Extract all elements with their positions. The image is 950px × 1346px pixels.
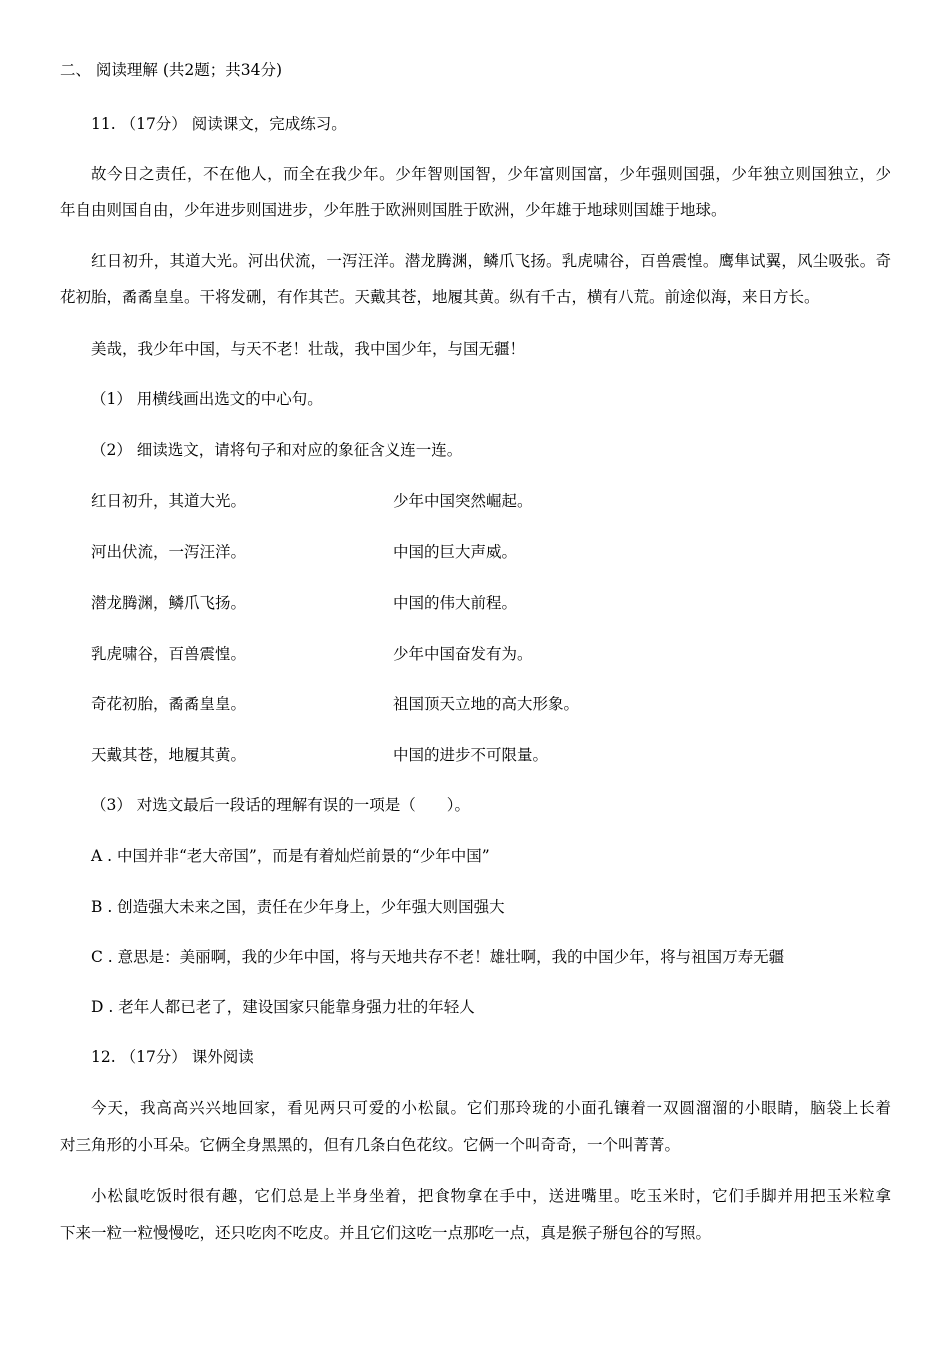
option-a: A . 中国并非“老大帝国”，而是有着灿烂前景的“少年中国” bbox=[91, 847, 490, 865]
option-b: B . 创造强大未来之国，责任在少年身上，少年强大则国强大 bbox=[91, 898, 505, 916]
match-right-item: 中国的伟大前程。 bbox=[393, 594, 518, 612]
q11-passage-line: 花初胎，矞矞皇皇。干将发硎，有作其芒。天戴其苍，地履其黄。纵有千古，横有八荒。前途似海，来日方长。 bbox=[60, 288, 820, 306]
q11-passage-line: 红日初升，其道大光。河出伏流，一泻汪洋。潜龙腾渊，鳞爪飞扬。乳虎啸谷，百兽震惶。鹰隼试翼，风尘吸张。奇 bbox=[91, 252, 891, 270]
option-c: C . 意思是：美丽啊，我的少年中国，将与天地共存不老！雄壮啊，我的中国少年，将与祖国万寿无疆 bbox=[91, 948, 785, 966]
match-right-item: 少年中国突然崛起。 bbox=[393, 492, 533, 510]
option-d: D . 老年人都已老了，建设国家只能靠身强力壮的年轻人 bbox=[91, 998, 475, 1016]
match-left-item: 奇花初胎，矞矞皇皇。 bbox=[91, 695, 247, 713]
match-right-item: 少年中国奋发有为。 bbox=[393, 645, 533, 663]
match-right-item: 中国的进步不可限量。 bbox=[393, 746, 549, 764]
match-left-item: 天戴其苍，地履其黄。 bbox=[91, 746, 247, 764]
q11-passage-line: 年自由则国自由，少年进步则国进步，少年胜于欧洲则国胜于欧洲，少年雄于地球则国雄于地球。 bbox=[60, 201, 727, 219]
match-right-item: 祖国顶天立地的高大形象。 bbox=[393, 695, 580, 713]
match-left-item: 潜龙腾渊，鳞爪飞扬。 bbox=[91, 594, 247, 612]
q12-passage-line: 今天，我高高兴兴地回家，看见两只可爱的小松鼠。它们那玲珑的小面孔镶着一双圆溜溜的小眼睛，脑袋上长着 bbox=[91, 1099, 891, 1117]
q12-passage-line: 小松鼠吃饭时很有趣，它们总是上半身坐着，把食物拿在手中，送进嘴里。吃玉米时，它们手脚并用把玉米粒拿 bbox=[91, 1187, 891, 1205]
match-left-item: 红日初升，其道大光。 bbox=[91, 492, 247, 510]
section-header: 二、 阅读理解 (共2题；共34分) bbox=[60, 61, 283, 79]
match-left-item: 乳虎啸谷，百兽震惶。 bbox=[91, 645, 247, 663]
q11-passage-line: 故今日之责任，不在他人，而全在我少年。少年智则国智，少年富则国富，少年强则国强，少年独立则国独立，少 bbox=[91, 165, 891, 183]
q11-sub-question-2: （2） 细读选文，请将句子和对应的象征含义连一连。 bbox=[91, 441, 463, 459]
match-left-item: 河出伏流，一泻汪洋。 bbox=[91, 543, 247, 561]
match-right-item: 中国的巨大声威。 bbox=[393, 543, 518, 561]
question-12-header: 12. （17分） 课外阅读 bbox=[91, 1048, 254, 1066]
q11-sub-question-1: （1） 用横线画出选文的中心句。 bbox=[91, 390, 323, 408]
q12-passage-line: 下来一粒一粒慢慢吃，还只吃肉不吃皮。并且它们这吃一点那吃一点，真是猴子掰包谷的写照。 bbox=[60, 1224, 712, 1242]
q11-sub-question-3: （3） 对选文最后一段话的理解有误的一项是（ ）。 bbox=[91, 796, 471, 814]
q12-passage-line: 对三角形的小耳朵。它俩全身黑黑的，但有几条白色花纹。它俩一个叫奇奇，一个叫菁菁。 bbox=[60, 1136, 681, 1154]
q11-passage-line: 美哉，我少年中国，与天不老！壮哉，我中国少年，与国无疆！ bbox=[91, 340, 526, 358]
question-11-header: 11. （17分） 阅读课文，完成练习。 bbox=[91, 115, 347, 133]
